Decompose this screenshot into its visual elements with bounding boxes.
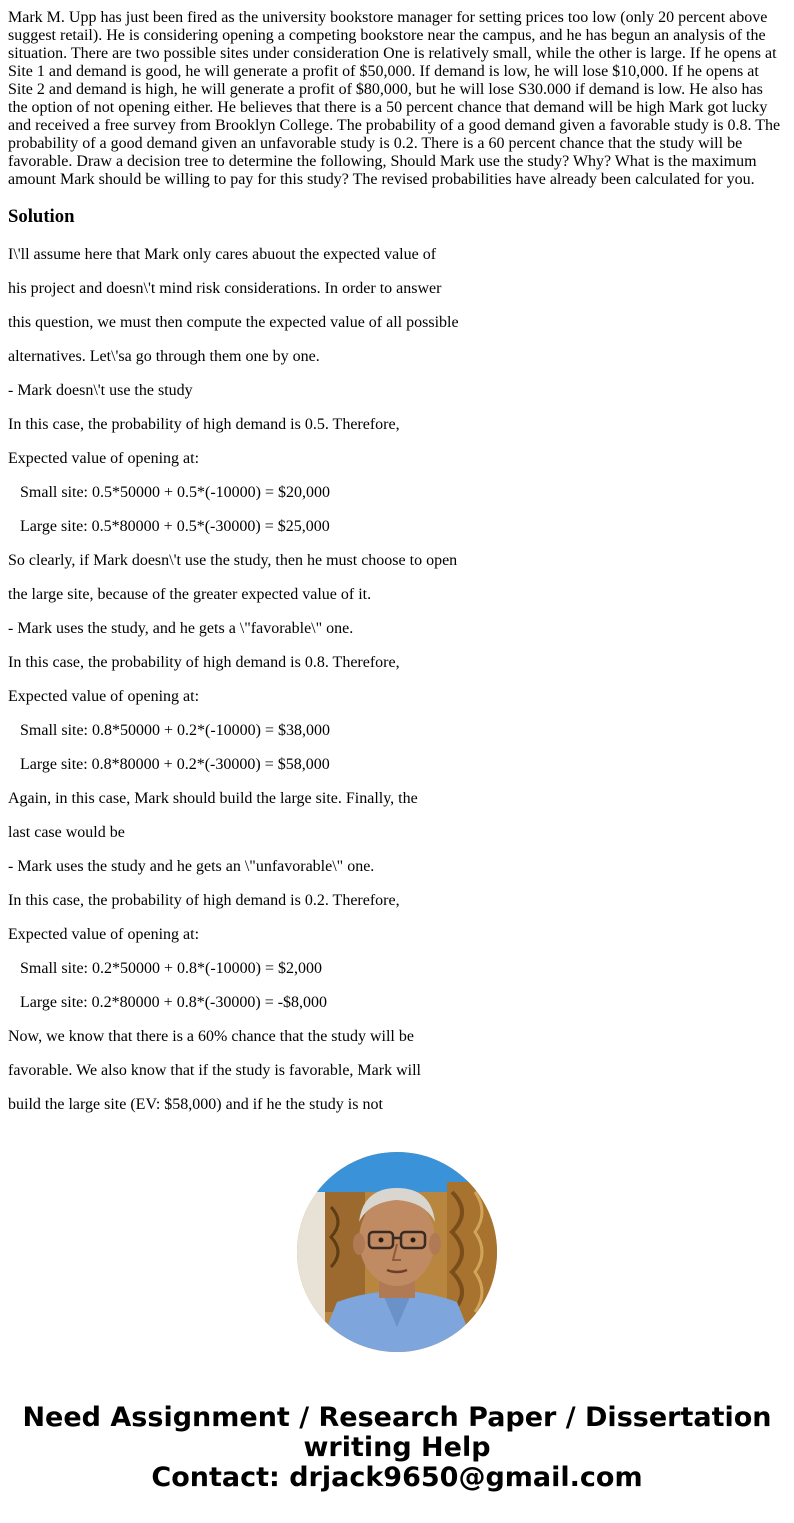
solution-line: Small site: 0.5*50000 + 0.5*(-10000) = $20,000 [8, 484, 331, 501]
solution-line: So clearly, if Mark doesn\'t use the study, then he must choose to open [8, 552, 458, 569]
solution-heading: Solution [8, 206, 75, 227]
solution-line: Large site: 0.2*80000 + 0.8*(-30000) = -$8,000 [8, 994, 328, 1011]
promo-banner [0, 1403, 794, 1493]
solution-line: favorable. We also know that if the study is favorable, Mark will [8, 1062, 421, 1079]
solution-line: Small site: 0.2*50000 + 0.8*(-10000) = $2,000 [8, 960, 323, 977]
solution-line: - Mark uses the study, and he gets a \"favorable\" one. [8, 620, 354, 637]
solution-line: the large site, because of the greater expected value of it. [8, 586, 372, 603]
promo-contact: Contact: drjack9650@gmail.com [151, 1462, 643, 1493]
solution-line: last case would be [8, 824, 125, 841]
author-avatar [297, 1152, 497, 1352]
solution-line: In this case, the probability of high demand is 0.2. Therefore, [8, 892, 400, 909]
solution-line: his project and doesn\'t mind risk considerations. In order to answer [8, 280, 442, 297]
solution-line: - Mark uses the study and he gets an \"unfavorable\" one. [8, 858, 375, 875]
solution-line: I\'ll assume here that Mark only cares abuout the expected value of [8, 246, 437, 263]
promo-line-1: Need Assignment / Research Paper / Dissertation [22, 1402, 772, 1433]
solution-line: In this case, the probability of high demand is 0.8. Therefore, [8, 654, 400, 671]
solution-line: Large site: 0.8*80000 + 0.2*(-30000) = $58,000 [8, 756, 330, 773]
solution-line: Small site: 0.8*50000 + 0.2*(-10000) = $38,000 [8, 722, 331, 739]
solution-line: build the large site (EV: $58,000) and if he the study is not [8, 1096, 383, 1113]
solution-body [8, 246, 786, 1130]
solution-line: Now, we know that there is a 60% chance that the study will be [8, 1028, 414, 1045]
solution-line: Expected value of opening at: [8, 926, 200, 943]
promo-line-2: writing Help [303, 1432, 491, 1463]
solution-line: this question, we must then compute the expected value of all possible [8, 314, 459, 331]
solution-line: Expected value of opening at: [8, 450, 200, 467]
author-portrait [297, 1152, 497, 1352]
solution-line: Again, in this case, Mark should build the large site. Finally, the [8, 790, 418, 807]
question-text: Mark M. Upp has just been fired as the university bookstore manager for setting prices too low (only 20 percent above suggest retail). He is considering opening a competing bookstore near the campus, and he has begun an analysis of the situation. There are two possible sites under consideration One is relatively small, while the other is large. If he opens at Site 1 and demand is good, he will generate a profit of $50,000. If demand is low, he will lose $10,000. If he opens at Site 2 and demand is high, he will generate a profit of $80,000, but he will lose S30.000 if demand is low. He also has the option of not opening either. He believes that there is a 50 percent chance that demand will be high Mark got lucky and received a free survey from Brooklyn College. The probability of a good demand given a favorable study is 0.8. The probability of a good demand given an unfavorable study is 0.2. There is a 60 percent chance that the study will be favorable. Draw a decision tree to determine the following, Should Mark use the study? Why? What is the maximum amount Mark should be willing to pay for this study? The revised probabilities have already been calculated for you. [8, 9, 781, 188]
solution-line: - Mark doesn\'t use the study [8, 382, 193, 399]
solution-line: Expected value of opening at: [8, 688, 200, 705]
solution-line: In this case, the probability of high demand is 0.5. Therefore, [8, 416, 400, 433]
solution-line: Large site: 0.5*80000 + 0.5*(-30000) = $25,000 [8, 518, 330, 535]
solution-line: alternatives. Let\'sa go through them one by one. [8, 348, 320, 365]
